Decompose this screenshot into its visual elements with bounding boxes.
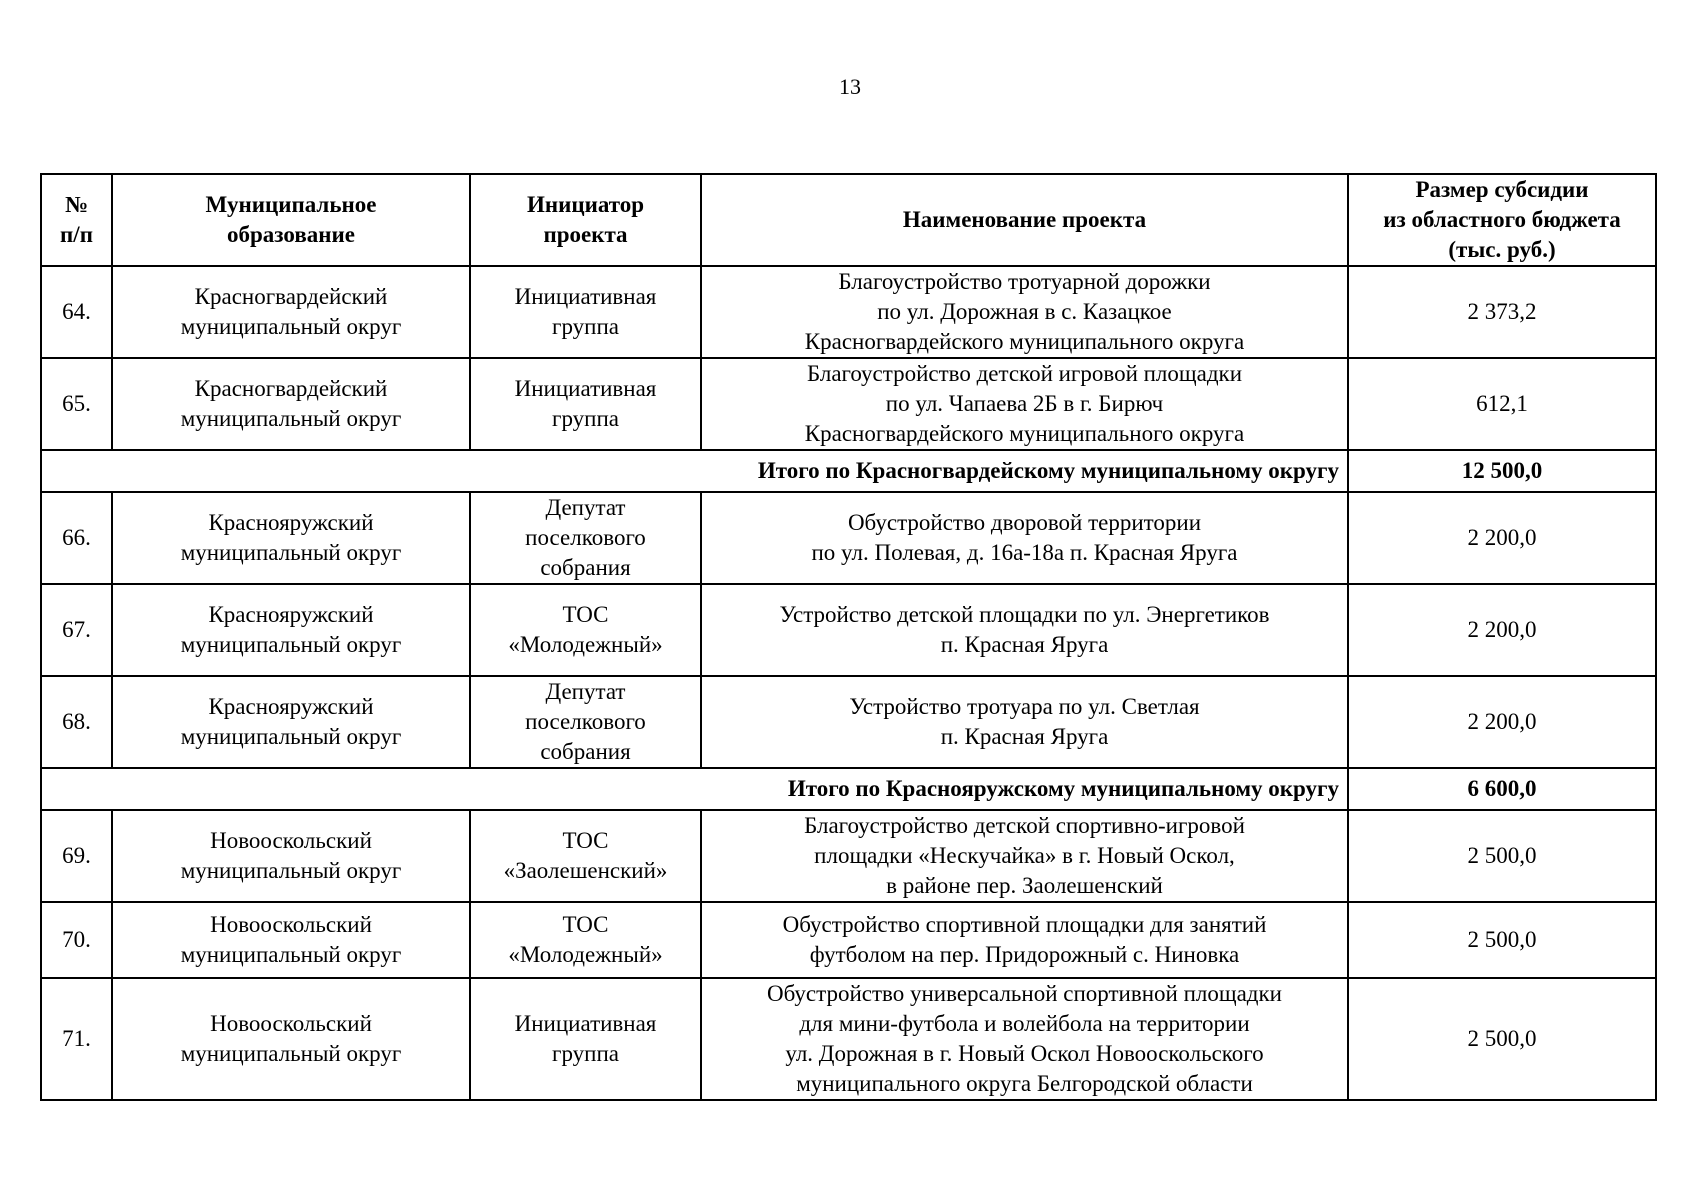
row-municipality: Красногвардейский муниципальный округ (112, 358, 470, 450)
table-row (41, 902, 1656, 978)
row-project: Благоустройство тротуарной дорожки по ул. Дорожная в с. Казацкое Красногвардейского муниципального округа (701, 266, 1348, 358)
subtotal-label: Итого по Краснояружскому муниципальному округу (41, 768, 1348, 810)
row-amount: 2 200,0 (1348, 492, 1656, 584)
row-initiator: ТОС «Молодежный» (470, 902, 701, 978)
subtotal-row (41, 768, 1656, 810)
table-row (41, 584, 1656, 676)
row-number: 71. (41, 978, 112, 1100)
row-number: 65. (41, 358, 112, 450)
row-project: Обустройство спортивной площадки для занятий футболом на пер. Придорожный с. Ниновка (701, 902, 1348, 978)
row-amount: 2 500,0 (1348, 810, 1656, 902)
subsidy-table (40, 173, 1657, 1101)
row-initiator: Инициативная группа (470, 266, 701, 358)
row-municipality: Новооскольский муниципальный округ (112, 810, 470, 902)
row-amount: 2 200,0 (1348, 676, 1656, 768)
row-municipality: Красногвардейский муниципальный округ (112, 266, 470, 358)
row-project: Обустройство дворовой территории по ул. Полевая, д. 16а-18а п. Красная Яруга (701, 492, 1348, 584)
page-number: 13 (839, 74, 861, 99)
row-initiator: ТОС «Молодежный» (470, 584, 701, 676)
row-project: Благоустройство детской игровой площадки по ул. Чапаева 2Б в г. Бирюч Красногвардейского муниципального округа (701, 358, 1348, 450)
row-municipality: Новооскольский муниципальный округ (112, 902, 470, 978)
table-row (41, 676, 1656, 768)
row-initiator: Депутат поселкового собрания (470, 492, 701, 584)
row-amount: 2 500,0 (1348, 978, 1656, 1100)
header-project: Наименование проекта (701, 174, 1348, 266)
table-row (41, 492, 1656, 584)
row-number: 67. (41, 584, 112, 676)
row-municipality: Краснояружский муниципальный округ (112, 492, 470, 584)
row-municipality: Новооскольский муниципальный округ (112, 978, 470, 1100)
subtotal-label: Итого по Красногвардейскому муниципальному округу (41, 450, 1348, 492)
header-initiator: Инициатор проекта (470, 174, 701, 266)
row-amount: 612,1 (1348, 358, 1656, 450)
table-row (41, 266, 1656, 358)
row-initiator: ТОС «Заолешенский» (470, 810, 701, 902)
header-amount: Размер субсидии из областного бюджета (тыс. руб.) (1348, 174, 1656, 266)
header-number: № п/п (41, 174, 112, 266)
row-project: Устройство детской площадки по ул. Энергетиков п. Красная Яруга (701, 584, 1348, 676)
row-amount: 2 200,0 (1348, 584, 1656, 676)
row-number: 68. (41, 676, 112, 768)
table-row (41, 978, 1656, 1100)
row-municipality: Краснояружский муниципальный округ (112, 676, 470, 768)
subtotal-row (41, 450, 1656, 492)
row-initiator: Инициативная группа (470, 978, 701, 1100)
row-initiator: Инициативная группа (470, 358, 701, 450)
table-row (41, 358, 1656, 450)
row-project: Обустройство универсальной спортивной площадки для мини-футбола и волейбола на территории ул. Дорожная в г. Новый Оскол Новооскольского муниципального округа Белгородской области (701, 978, 1348, 1100)
row-number: 70. (41, 902, 112, 978)
row-municipality: Краснояружский муниципальный округ (112, 584, 470, 676)
row-initiator: Депутат поселкового собрания (470, 676, 701, 768)
header-municipality: Муниципальное образование (112, 174, 470, 266)
row-project: Благоустройство детской спортивно-игровой площадки «Нескучайка» в г. Новый Оскол, в районе пер. Заолешенский (701, 810, 1348, 902)
table-header-row (41, 174, 1656, 266)
subtotal-amount: 12 500,0 (1348, 450, 1656, 492)
row-amount: 2 373,2 (1348, 266, 1656, 358)
row-number: 66. (41, 492, 112, 584)
row-amount: 2 500,0 (1348, 902, 1656, 978)
row-number: 69. (41, 810, 112, 902)
subtotal-amount: 6 600,0 (1348, 768, 1656, 810)
row-number: 64. (41, 266, 112, 358)
table-row (41, 810, 1656, 902)
row-project: Устройство тротуара по ул. Светлая п. Красная Яруга (701, 676, 1348, 768)
